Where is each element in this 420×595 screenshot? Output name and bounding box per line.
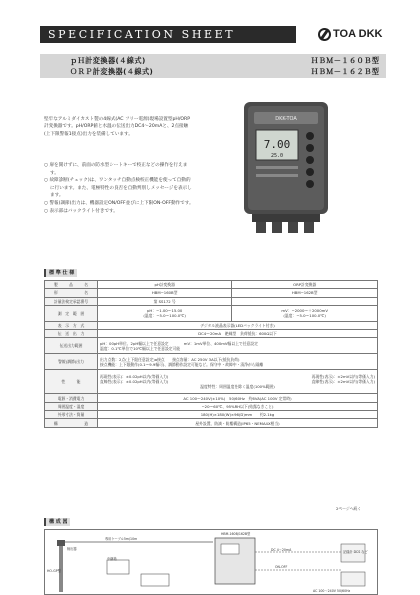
table-row: 伝送出力範囲 pH：00pH単位、2pH幅以上で任意設定 mV：1mV単位、400mV幅以上で任意設定 温度：0.1℃単位で10℃幅以上で任意設定可能 [45, 338, 378, 354]
table-row: 形 名 HBM−160B型 HBM−162B型 [45, 289, 378, 297]
page-title: SPECIFICATION SHEET [40, 26, 296, 43]
table-row: 周囲温度・湿度 −20〜60℃、95%RH以下(結露なきこと) [45, 402, 378, 410]
device-display-sub: 25.0 [270, 153, 284, 159]
configuration-diagram [44, 529, 378, 595]
table-row: 警報(調節)出力 出力点数：2点(上下限任意設定)a接点 接点容量：AC 250V 3A以下(抵抗負荷) 接点機能：上下限動作(0.1〜9.9幅可)、調節動作設定可能など。保守中・故障中・清浄がら隔離 [45, 354, 378, 370]
product-models [311, 55, 379, 77]
feature-item: ○ 扉を開けずに、前面の防水型シートキーで校正などの操作を行えます。 [44, 163, 188, 176]
continued-note: 2ページへ続く [336, 506, 362, 511]
diagram-onoff-label: ON-OFF [275, 565, 288, 569]
table-row: 外形寸法・質量 180(H)×180(W)×96(D)mm 約2.1kg [45, 411, 378, 419]
table-row: 測 定 範 囲 pH：−1.00〜15.00 (温度：−5.0〜100.0℃) mV：−2000〜＋2000mV (温度：−5.0〜100.0℃) [45, 305, 378, 321]
diagram-drawing [45, 530, 378, 595]
product-name-ph: ｐＨ計変換器(４線式) [70, 56, 146, 65]
table-row: 構 造 屋外設置、防滴・防塵構造(IP65・NEMA4X相当) [45, 419, 378, 427]
device-brand: DKK-TOA [275, 116, 297, 122]
table-row: 製 品 名 pH計変換器 ORP計変換器 [45, 281, 378, 289]
table-row: 表 示 方 式 デジタル液晶表示器(LEDバックライト付き) [45, 321, 378, 329]
product-model-orp: ＨＢＭ－１６２Ｂ型 [311, 67, 380, 76]
company-logo [318, 24, 386, 44]
intro-text: 堅牢なアルミダイカスト製の4線式(AC フリー電源)現場設置型pH/ORP計変換器です。pH/ORP値と水温の伝送出力DC4～20mAと、2点接触(上下限警報1接点)出力を装備しています。 [44, 117, 190, 137]
diagram-converter-label: HBM-160B/162B型 [221, 532, 251, 536]
feature-item: ○ 警報(調節)出力は、機器設定ON/OFF並びに上下限ON-OFF動作です。 [44, 200, 194, 206]
logo-text: TOA DKK [333, 28, 383, 40]
diagram-dc-label: DC 4〜20mA [271, 548, 292, 552]
feature-item: ○ 故障診断(チェック)は、ワンタッチ自動点検校正機能を使って自動的に行います。また、電極特性の良否を自動判別しメッセージを表示します。 [44, 178, 192, 199]
table-row: 電源・消費電力 AC 100〜240V(±10%) 50/60Hz 約6VA(AC 100V 定常時) [45, 394, 378, 402]
feature-item: ○ 表示部はバックライト付きです。 [44, 208, 118, 214]
product-model-ph: ＨＢＭ－１６０Ｂ型 [311, 56, 380, 65]
product-name-orp: ＯＲＰ計変換器(４線式) [70, 67, 154, 76]
table-row: 性 能 再現性(表示)：±0.02pH以内(等価入力) 再現性(表示)：±2mV以内(等価入力) 直線性(表示)：±0.02pH以内(等価入力) 直線性(表示)：±2mV以内(等価入力) 温度特性：周囲温度を除く温度(100%範囲) [45, 370, 378, 394]
table-row: 計量法検定承認番号 第 SS172 号 [45, 297, 378, 305]
feature-list [44, 162, 194, 215]
product-names [70, 55, 153, 77]
table-row: 伝 送 出 力 DC4〜20mA 絶縁型 負荷抵抗：600Ω以下 [45, 330, 378, 338]
diagram-cable-label: 専用ケーブル5m/10m [105, 537, 138, 541]
diagram-recorder-label: 記録計 DCS など [343, 550, 368, 554]
logo-mark-icon [318, 28, 331, 41]
diagram-sensor-label: 検出器 [67, 547, 77, 551]
section-title-spec: 標 準 仕 様 [44, 269, 77, 277]
diagram-junction-label: 中継箱 [107, 557, 117, 561]
spec-table [44, 280, 378, 428]
diagram-power-label: AC 100〜240V 50/60Hz [313, 589, 351, 593]
section-title-diagram: 構 成 図 [44, 518, 70, 526]
device-display: 7.00 [263, 138, 291, 151]
product-photo [238, 100, 334, 235]
diagram-holder-label: HO-GP型 [47, 569, 61, 573]
